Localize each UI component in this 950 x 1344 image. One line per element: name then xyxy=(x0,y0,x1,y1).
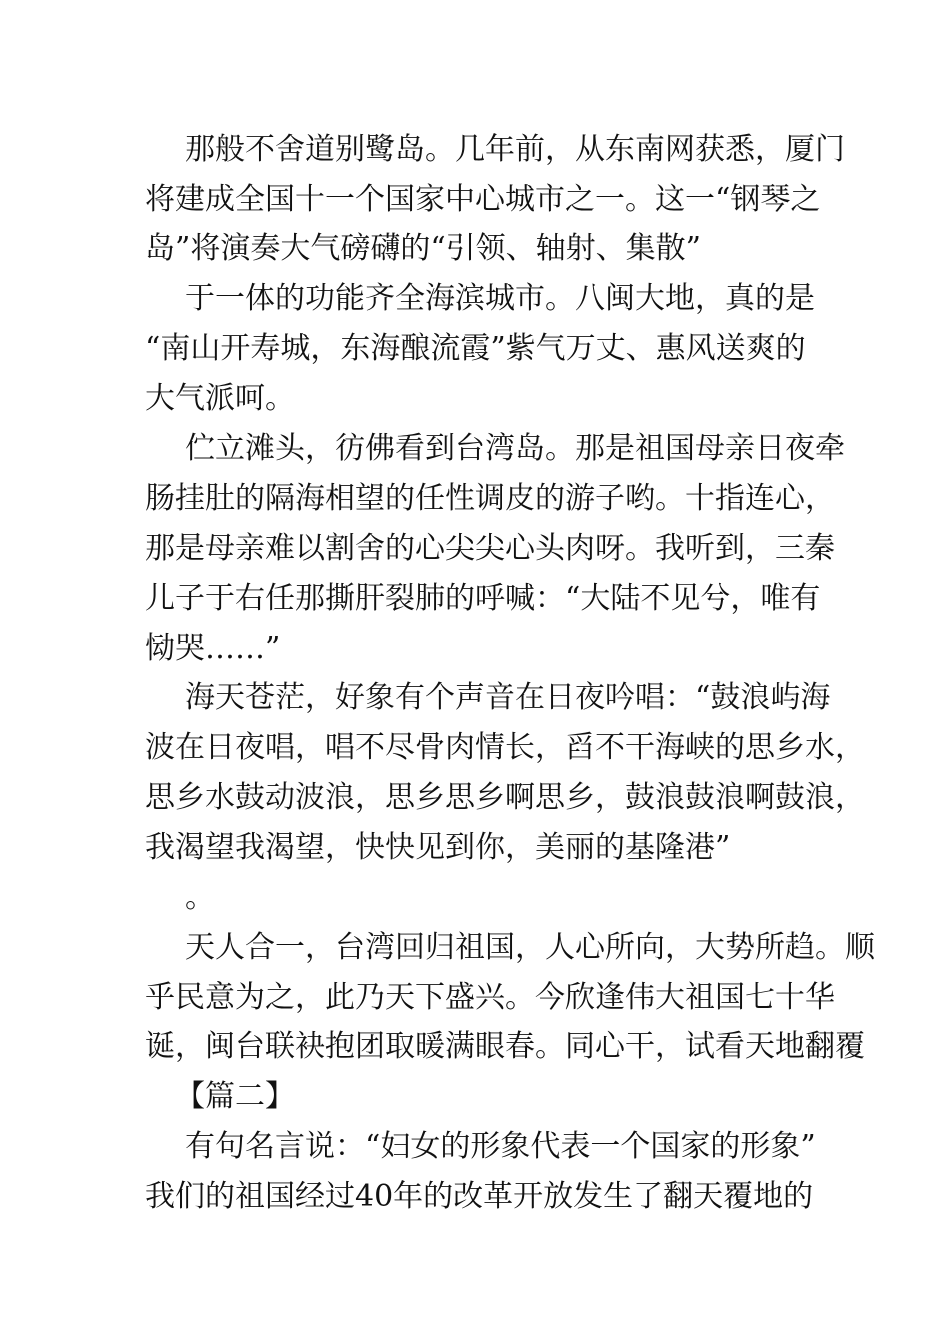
text-line: 波在日夜唱，唱不尽骨肉情长，舀不干海峡的思乡水， xyxy=(145,730,865,765)
text-line: 肠挂肚的隔海相望的任性调皮的游子哟。十指连心， xyxy=(145,481,835,516)
text-line: 儿子于右任那撕肝裂肺的呼喊：“大陆不见兮，唯有 xyxy=(145,581,821,616)
text-line: 乎民意为之，此乃天下盛兴。今欣逢伟大祖国七十华 xyxy=(145,980,835,1015)
section-heading: 【篇二】 xyxy=(175,1079,295,1114)
text-line: 天人合一，台湾回归祖国，人心所向，大势所趋。顺 xyxy=(185,930,875,965)
text-line: 将建成全国十一个国家中心城市之一。这一“钢琴之 xyxy=(145,182,821,217)
text-line: 那般不舍道别鹭岛。几年前，从东南网获悉，厦门 xyxy=(185,132,845,167)
text-line: 岛”将演奏大气磅礴的“引领、轴射、集散” xyxy=(145,231,702,266)
text-line: 。 xyxy=(185,880,215,915)
text-line: 恸哭……” xyxy=(145,631,281,666)
text-line: 于一体的功能齐全海滨城市。八闽大地，真的是 xyxy=(185,281,815,316)
text-line: 有句名言说：“妇女的形象代表一个国家的形象” xyxy=(185,1129,816,1164)
text-line: 思乡水鼓动波浪，思乡思乡啊思乡，鼓浪鼓浪啊鼓浪， xyxy=(145,780,865,815)
text-line: 我们的祖国经过40年的改革开放发生了翻天覆地的 xyxy=(145,1179,814,1214)
text-line: 大气派呵。 xyxy=(145,381,295,416)
text-line: 海天苍茫，好象有个声音在日夜吟唱：“鼓浪屿海 xyxy=(185,680,831,715)
text-line: 那是母亲难以割舍的心尖尖心头肉呀。我听到，三秦 xyxy=(145,531,835,566)
text-line: “南山开寿城，东海酿流霞”紫气万丈、惠风送爽的 xyxy=(145,331,806,366)
text-line: 伫立滩头，彷佛看到台湾岛。那是祖国母亲日夜牵 xyxy=(185,431,845,466)
text-line: 我渴望我渴望，快快见到你，美丽的基隆港” xyxy=(145,830,731,865)
text-line: 诞，闽台联袂抱团取暖满眼春。同心干，试看天地翻覆 xyxy=(145,1029,865,1064)
